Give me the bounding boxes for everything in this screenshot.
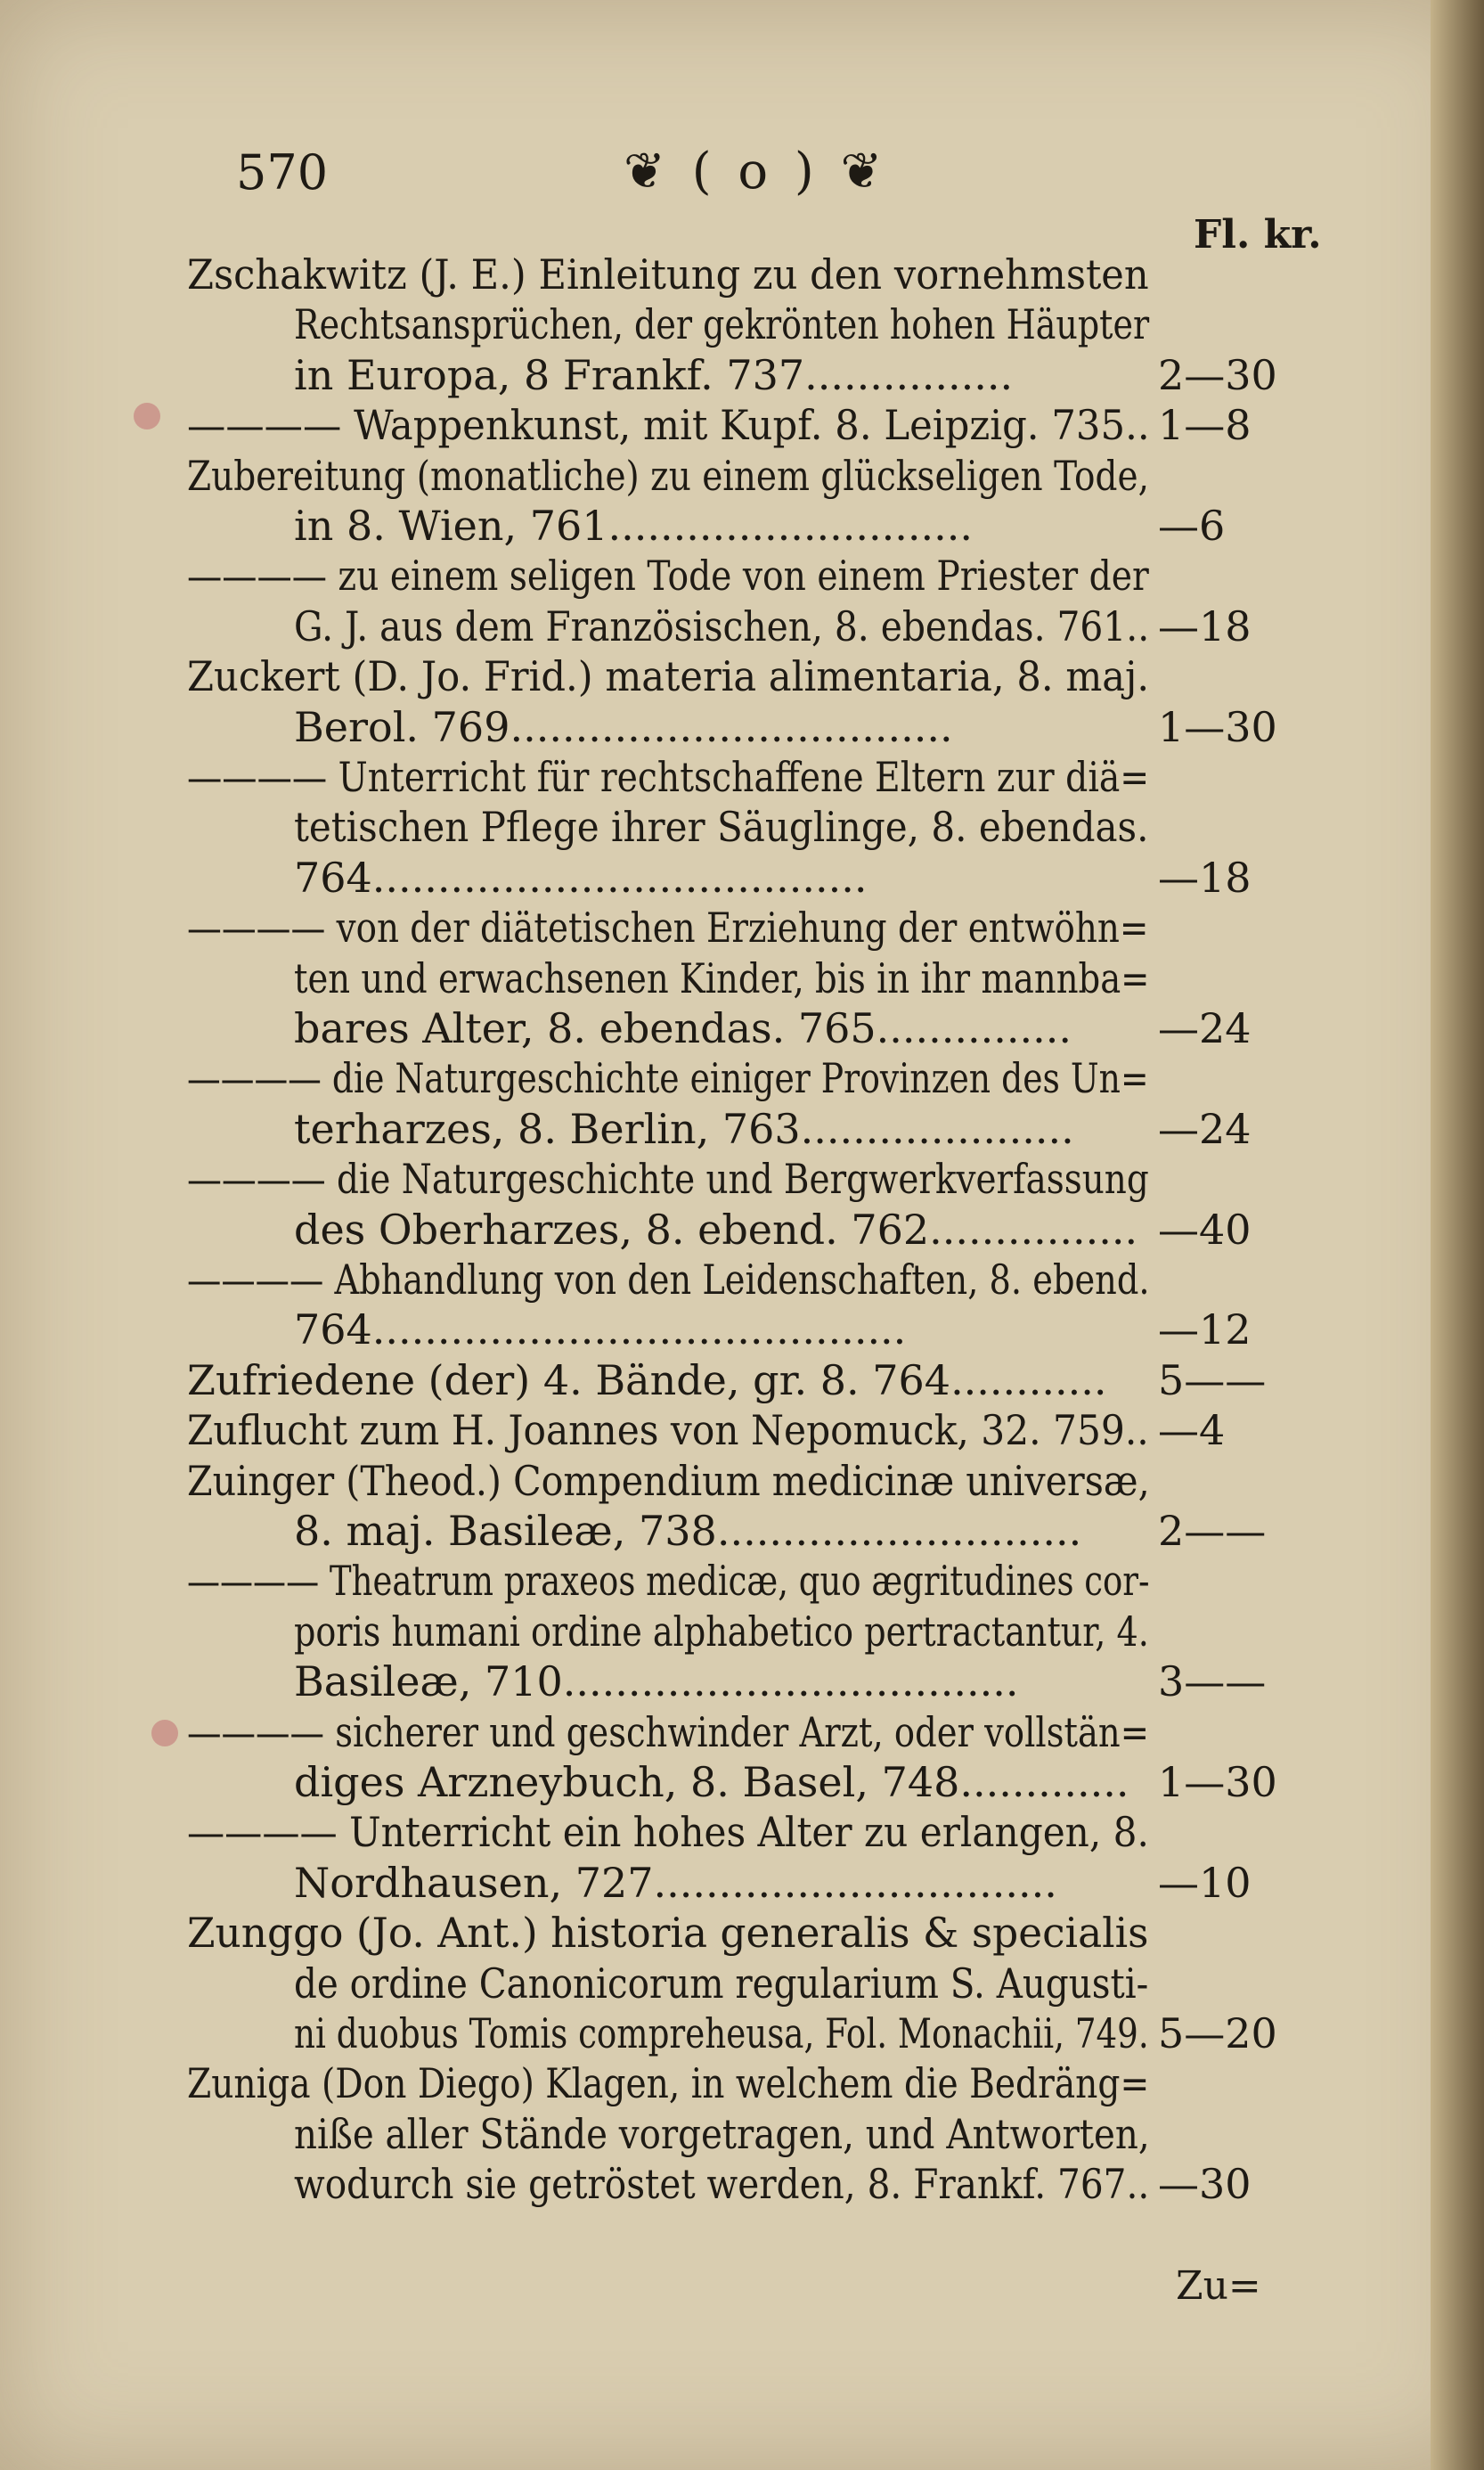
entry-line: 764...................................... (294, 853, 868, 902)
entry-line: ———— Abhandlung von den Leidenschaften, 8. ebend. (187, 1255, 1150, 1304)
entry-line: Zufriedene (der) 4. Bände, gr. 8. 764............ (187, 1355, 1107, 1404)
entry-price: 1—30 (1158, 702, 1277, 751)
entry-line: Basileæ, 710................................... (294, 1657, 1019, 1706)
price-column-header: Fl. kr. (1194, 212, 1322, 258)
entry-line: ———— Theatrum praxeos medicæ, quo ægritudines cor- (187, 1557, 1150, 1606)
entry-line: Zuinger (Theod.) Compendium medicinæ universæ, (187, 1456, 1150, 1505)
entry-price: —6 (1158, 502, 1226, 550)
entry-line: ni duobus Tomis compreheusa, Fol. Monachii, 749. (294, 2009, 1149, 2057)
entry-line: 8. maj. Basileæ, 738............................ (294, 1507, 1082, 1555)
entry-line: wodurch sie getröstet werden, 8. Frankf. 767.. (294, 2160, 1150, 2209)
entry-price: —10 (1158, 1858, 1252, 1907)
binding-gutter (1431, 0, 1484, 2470)
entry-line: ———— zu einem seligen Tode von einem Priester der (187, 552, 1149, 601)
entry-line: terharzes, 8. Berlin, 763..................... (294, 1104, 1074, 1153)
entry-line: Nordhausen, 727............................... (294, 1858, 1057, 1907)
entry-line: Zubereitung (monatliche) zu einem glückseligen Tode, (187, 451, 1150, 500)
entry-price: 2—30 (1158, 350, 1277, 399)
entry-price: —4 (1158, 1406, 1226, 1455)
entry-price: 5—20 (1158, 2009, 1277, 2057)
entry-line: ———— die Naturgeschichte und Bergwerkverfassung (187, 1155, 1149, 1204)
entry-price: —18 (1158, 853, 1252, 902)
entry-line: ———— Unterricht ein hohes Alter zu erlangen, 8. (187, 1808, 1149, 1857)
page-header (0, 134, 1484, 258)
entry-price: —24 (1158, 1104, 1252, 1153)
entry-price: 1—30 (1158, 1758, 1277, 1806)
entry-line: niße aller Stände vorgetragen, und Antworten, (294, 2109, 1150, 2158)
entry-line: Berol. 769.................................. (294, 702, 953, 751)
entry-price: —18 (1158, 601, 1252, 650)
entry-line: tetischen Pflege ihrer Säuglinge, 8. ebendas. (294, 803, 1149, 852)
entry-line: ———— Wappenkunst, mit Kupf. 8. Leipzig. 735.. (187, 401, 1150, 450)
entry-price: —40 (1158, 1205, 1252, 1254)
catchword: Zu= (1176, 2263, 1261, 2309)
entry-line: ———— die Naturgeschichte einiger Provinzen des Un= (187, 1054, 1149, 1103)
entry-line: in Europa, 8 Frankf. 737................ (294, 350, 1014, 399)
entry-price: 2—— (1158, 1507, 1267, 1555)
entry-line: in 8. Wien, 761............................ (294, 502, 973, 550)
entry-line: Rechtsansprüchen, der gekrönten hohen Häupter (294, 300, 1150, 349)
entry-price: 5—— (1158, 1355, 1267, 1404)
entry-line: diges Arzneybuch, 8. Basel, 748............. (294, 1758, 1129, 1806)
ink-stain (134, 403, 160, 429)
entry-line: ———— sicherer und geschwinder Arzt, oder vollstän= (187, 1707, 1149, 1756)
entry-line: Zuflucht zum H. Joannes von Nepomuck, 32. 759.. (187, 1406, 1149, 1455)
entry-price: —24 (1158, 1004, 1252, 1052)
entry-line: ———— von der diätetischen Erziehung der entwöhn= (187, 904, 1149, 953)
entry-line: ten und erwachsenen Kinder, bis in ihr mannba= (294, 953, 1150, 1002)
page-number: 570 (236, 144, 329, 200)
entry-price: —12 (1158, 1305, 1252, 1354)
entry-line: des Oberharzes, 8. ebend. 762................ (294, 1205, 1138, 1254)
header-ornament: ❦ ( o ) ❦ (624, 143, 888, 200)
entry-line: Zuckert (D. Jo. Frid.) materia alimentaria, 8. maj. (187, 652, 1150, 701)
entry-price: —30 (1158, 2160, 1252, 2209)
entry-price: 1—8 (1158, 401, 1252, 450)
entry-line: Zuniga (Don Diego) Klagen, in welchem die Bedräng= (187, 2059, 1150, 2108)
entry-line: Zunggo (Jo. Ant.) historia generalis & specialis (187, 1909, 1149, 1958)
entry-line: ———— Unterricht für rechtschaffene Eltern zur diä= (187, 753, 1150, 801)
entry-line: 764......................................... (294, 1305, 907, 1354)
entry-line: Zschakwitz (J. E.) Einleitung zu den vornehmsten (187, 250, 1149, 299)
entry-line: G. J. aus dem Französischen, 8. ebendas. 761.. (294, 601, 1150, 650)
entry-line: de ordine Canonicorum regularium S. Augusti- (294, 1959, 1149, 2008)
entry-price: 3—— (1158, 1657, 1267, 1706)
ink-stain (151, 1720, 178, 1746)
entry-line: poris humani ordine alphabetico pertractantur, 4. (294, 1607, 1149, 1656)
entry-line: bares Alter, 8. ebendas. 765............... (294, 1004, 1072, 1052)
